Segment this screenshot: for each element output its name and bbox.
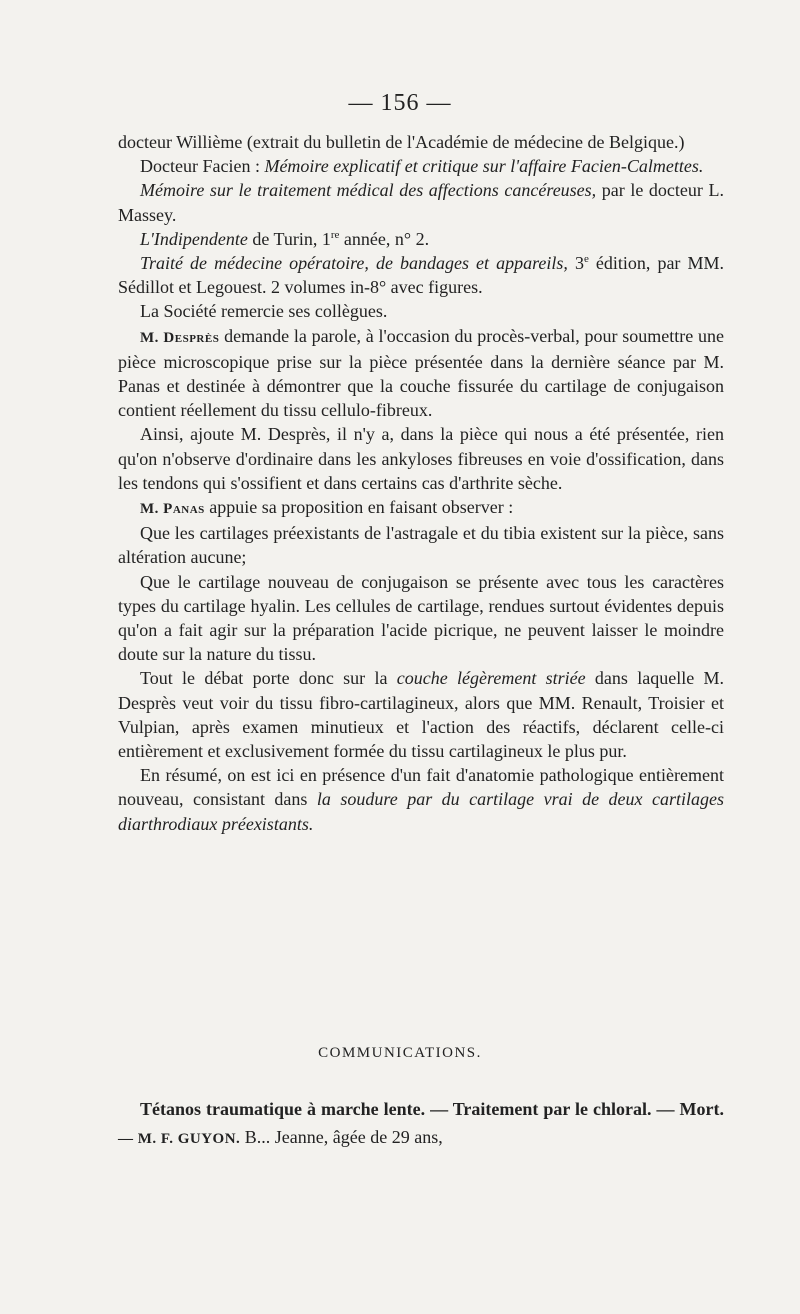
- text-run: B... Jeanne, âgée de 29 ans,: [240, 1127, 443, 1147]
- paragraph: [118, 521, 724, 569]
- speaker-name: M. Panas: [140, 501, 205, 518]
- text-run: Que le cartilage nouveau de conjugaison se présente avec tous les caractères types du cartilage hyalin. Les cellules de cartilage, rendues surtout évidentes depuis qu'on a fait agir sur la préparation l'acide picrique, ne peuvent laisser le moindre doute sur la nature du tissu.: [118, 571, 724, 665]
- paragraph: [118, 570, 724, 667]
- text-run: La Société remercie ses collègues.: [140, 301, 388, 322]
- text-run: demande la parole, à l'occasion du procès-verbal, pour soumettre une pièce microscopique prise sur la pièce présentée dans la dernière séance par M. Panas et destinée à démontrer que la couche fissurée du cartilage de conjugaison contient réellement du tissu cellulo-fibreux.: [118, 325, 724, 421]
- page-number: — 156 —: [348, 90, 452, 116]
- paragraph: [118, 422, 724, 495]
- paragraph: [118, 227, 724, 251]
- text-run: En résumé, on est ici en présence d'un fait d'anatomie pathologique entièrement nouveau, consistant dans: [118, 765, 724, 810]
- title-italic: L'Indipendente: [140, 228, 248, 249]
- emphasis-italic: couche légèrement striée: [396, 668, 586, 689]
- text-run: Docteur Facien :: [140, 156, 265, 177]
- text-run: docteur Willième (extrait du bulletin de l'Académie de médecine de Belgique.): [118, 132, 685, 152]
- speaker-name: M. Desprès: [140, 329, 220, 346]
- text-run: de Turin, 1: [247, 228, 331, 249]
- body-text: [118, 130, 724, 836]
- text-run: par le docteur L. Massey.: [118, 180, 724, 225]
- title-italic: Mémoire sur le traitement médical des affections cancéreuses,: [140, 180, 597, 201]
- text-run: Tout le débat porte donc sur la: [140, 668, 397, 689]
- text-run: édition, par MM. Sédillot et Legouest. 2 volumes in-8° avec figures.: [118, 253, 724, 298]
- paragraph: [118, 130, 724, 154]
- paragraph: [118, 299, 724, 323]
- text-run: dans laquelle M. Desprès veut voir du tissu fibro-cartilagineux, alors que MM. Renault, Troisier et Vulpian, après examen minutieux et l'action des réactifs, déclarent celle-ci entièrement et exclusivement formée du tissu cartilagineux le plus pur.: [118, 668, 724, 762]
- title-italic: Mémoire explicatif et critique sur l'affaire Facien-Calmettes.: [264, 156, 704, 177]
- paragraph: [118, 251, 724, 299]
- paragraph: [118, 1096, 724, 1152]
- superscript: e: [583, 253, 589, 266]
- text-run: Ainsi, ajoute M. Desprès, il n'y a, dans la pièce qui nous a été présentée, rien qu'on n'observe d'ordinaire dans les ankyloses fibreuses en voie d'ossification, dans les tendons qui s'ossifient et dans certains cas d'arthrite sèche.: [118, 424, 724, 493]
- text-run: 3: [567, 253, 584, 274]
- superscript: re: [330, 228, 340, 241]
- paragraph: [118, 324, 724, 423]
- communication-entry: [118, 1096, 724, 1152]
- paragraph: [118, 154, 724, 178]
- text-run: Que les cartilages préexistants de l'astragale et du tibia existent sur la pièce, sans altération aucune;: [118, 523, 724, 568]
- paragraph: [118, 495, 724, 521]
- communication-title: Tétanos traumatique à marche lente. — Traitement par le chloral. — Mort.: [140, 1099, 724, 1119]
- emphasis-italic: la soudure par du cartilage vrai de deux cartilages diarthrodiaux préexistants.: [118, 789, 725, 834]
- text-run: appuie sa proposition en faisant observer :: [204, 497, 514, 518]
- section-heading: COMMUNICATIONS.: [318, 1045, 482, 1061]
- title-italic: Traité de médecine opératoire, de bandages et appareils,: [140, 253, 568, 274]
- paragraph: [118, 178, 724, 226]
- author-name: — M. F. GUYON.: [118, 1131, 241, 1147]
- text-run: année, n° 2.: [339, 228, 430, 249]
- paragraph: [118, 666, 724, 763]
- paragraph: [118, 763, 724, 836]
